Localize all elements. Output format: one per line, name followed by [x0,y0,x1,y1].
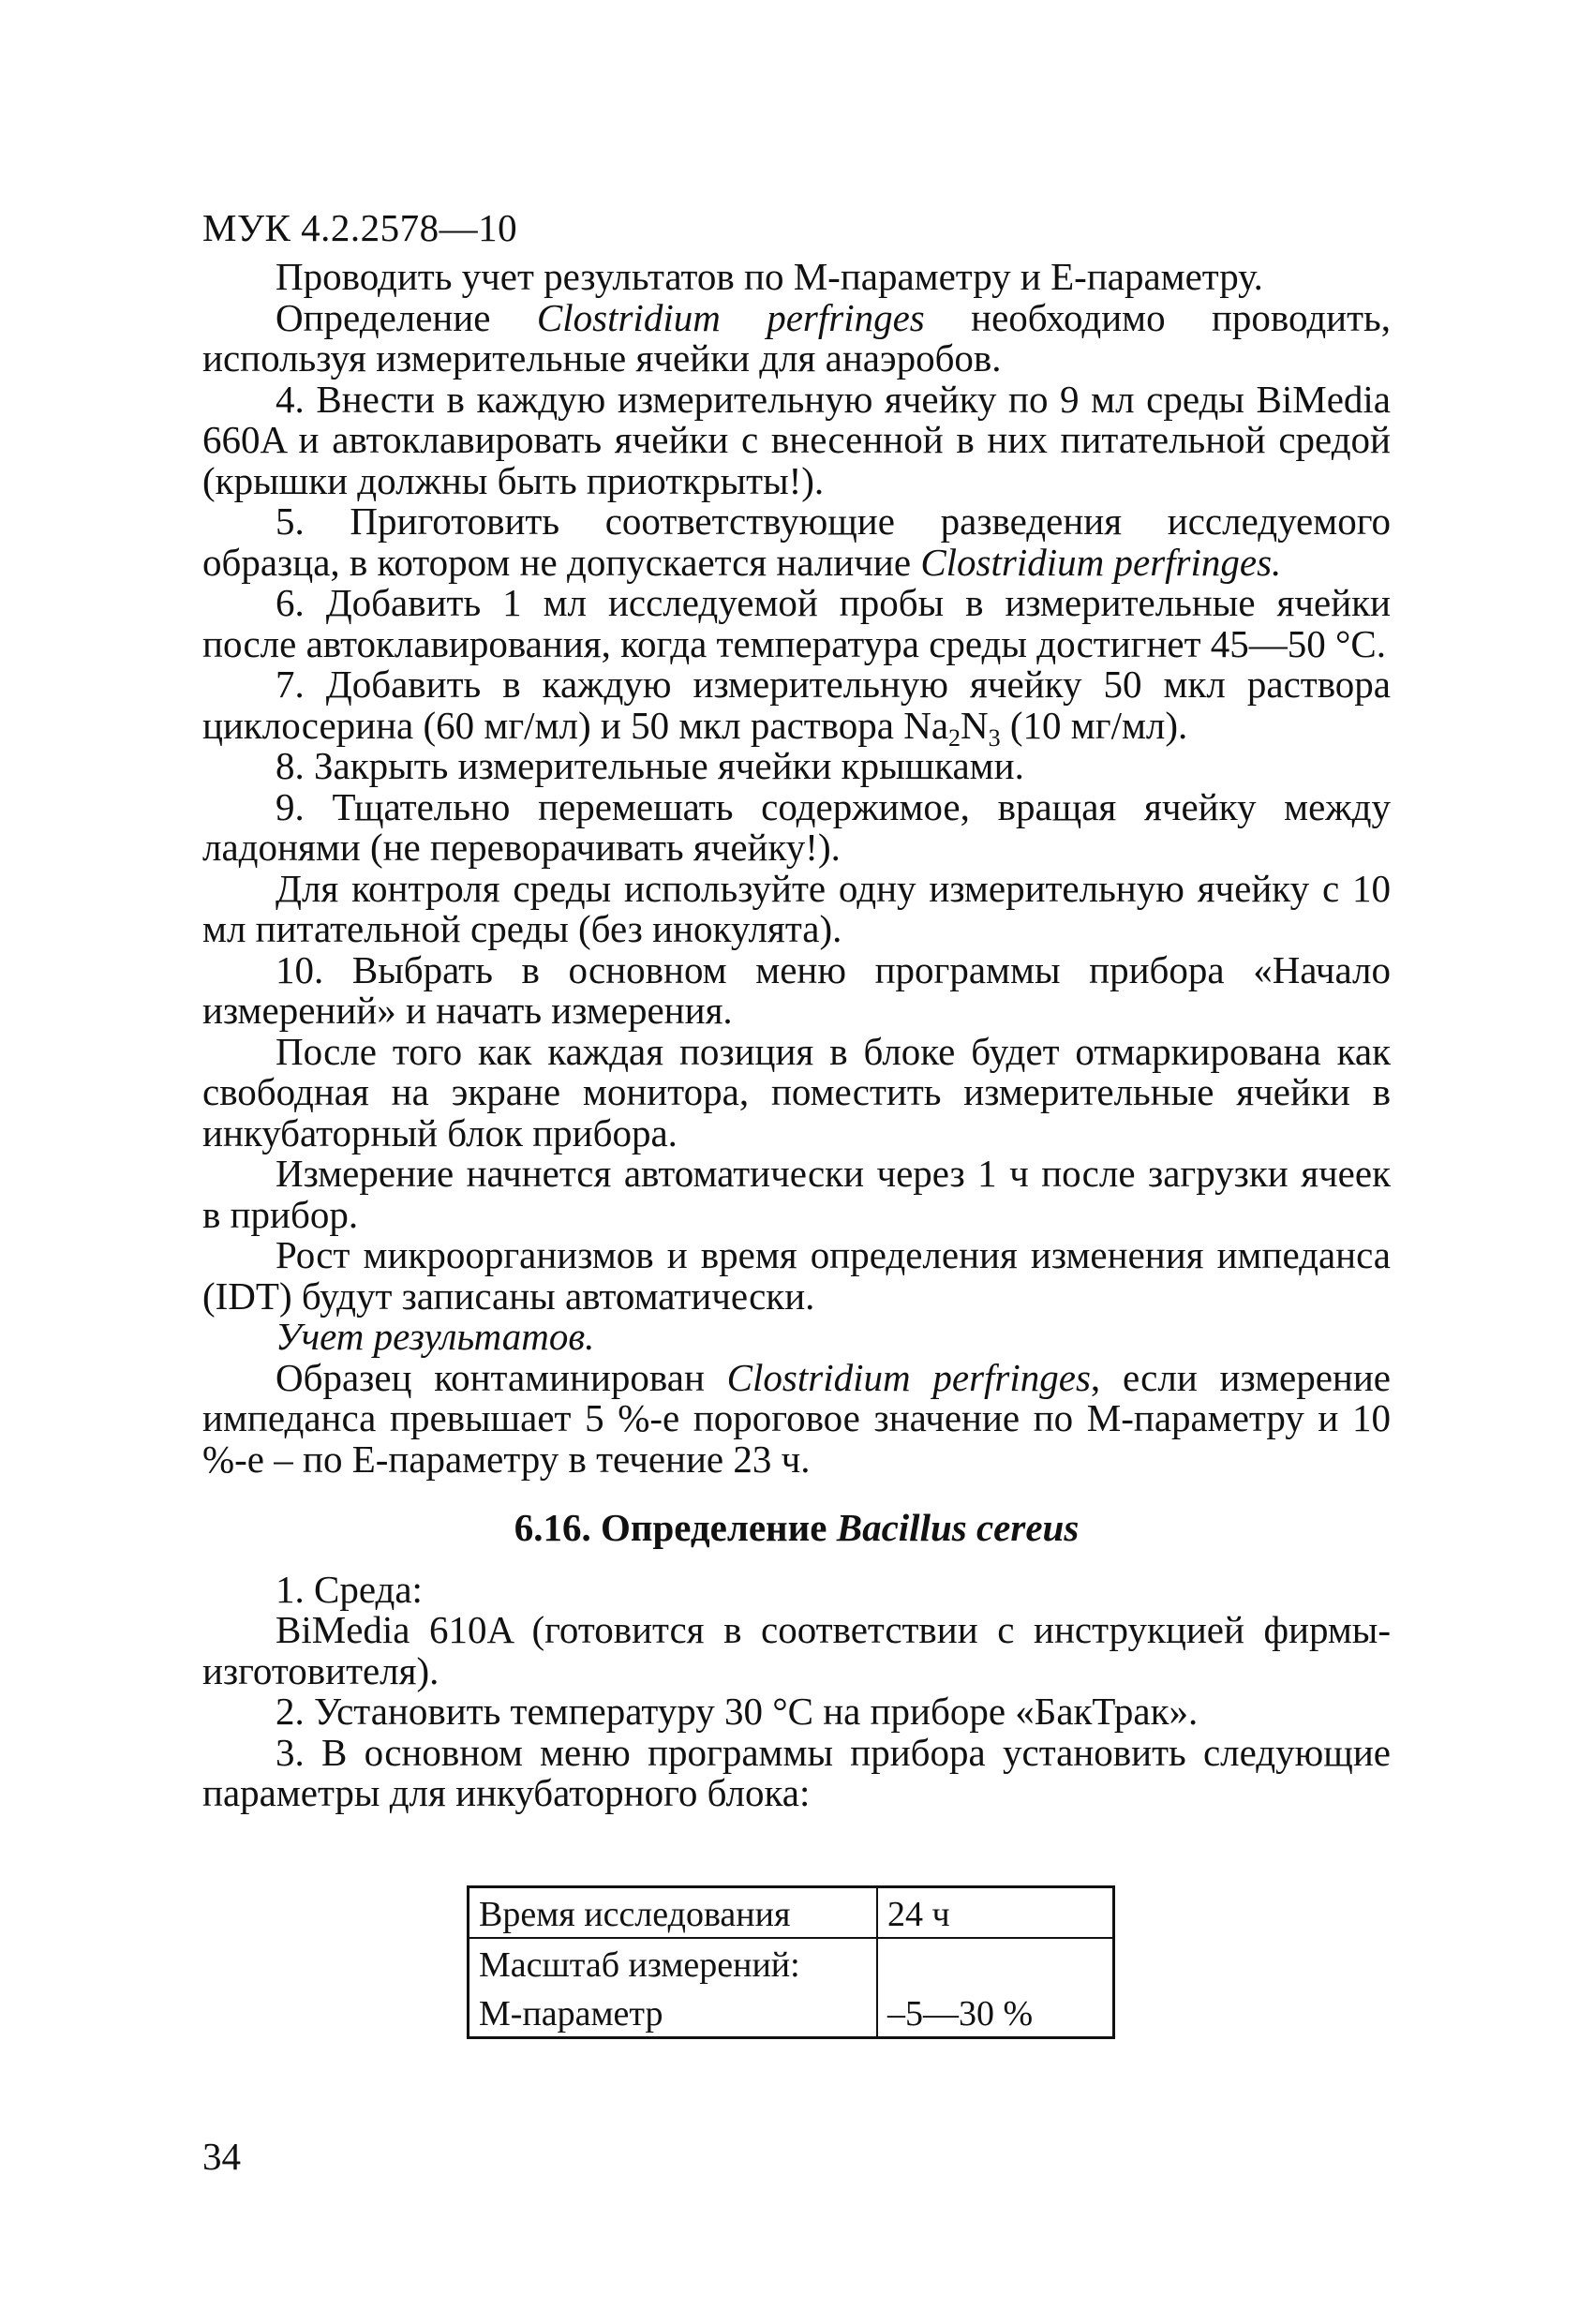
paragraph-text: Рост микроорганизмов и время определения изменения импеданса (IDT) будут записаны автоматически. [202,1233,1391,1318]
subsection-title [202,1317,1391,1358]
paragraph [202,583,1391,664]
paragraph [202,746,1391,787]
species-name: Bacillus cereus [836,1506,1080,1549]
subscript: 3 [988,723,1001,752]
paragraph [202,295,1391,380]
section-heading [202,1508,1391,1549]
body-text [202,257,1391,1814]
paragraph [202,784,1391,869]
species-name: Clostridium perfringes. [920,540,1282,584]
paragraph [202,1691,1391,1733]
paragraph [202,1355,1392,1481]
paragraph-text: Для контроля среды используйте одну измерительную ячейку с 10 мл питательной среды (без инокулята). [202,866,1391,950]
paragraph [202,663,1391,752]
table-cell: Масштаб измерений: [469,1938,877,1988]
paragraph-text: Определение [276,295,537,339]
paragraph [202,1567,1391,1611]
paragraph-text: N [961,703,989,747]
paragraph [202,1730,1391,1814]
paragraph-text: 8. Закрыть измерительные ячейки крышками. [276,744,1024,787]
paragraph-text: 4. Внести в каждую измерительную ячейку по 9 мл среды BiMedia 660A и автоклавировать ячейки с внесенной в них питательной средой (крышки должны быть приоткрыты!). [202,377,1391,502]
heading-text: 6.16. Определение [514,1506,837,1549]
table-cell: М-параметр [469,1988,877,2038]
document-code: МУК 4.2.2578—10 [202,206,518,249]
paragraph [202,1154,1391,1235]
page-number: 34 [202,2135,241,2178]
paragraph-text: Измерение начнется автоматически через 1 ч после загрузки ячеек в прибор. [202,1152,1391,1236]
paragraph [202,257,1391,298]
species-name: Clostridium perfringes [726,1355,1091,1399]
paragraph-text: 7. Добавить в каждую измерительную ячейку 50 мкл раствора циклосерина (60 мг/мл) и 50 мкл раствора Na [202,663,1391,747]
table-cell: 24 ч [877,1887,1114,1939]
paragraph-text: 9. Тщательно перемешать содержимое, вращая ячейку между ладонями (не переворачивать ячейку!). [202,784,1391,869]
paragraph-text: Проводить учет результатов по М-параметру и Е-параметру. [276,255,1263,298]
paragraph-text: Учет результатов. [276,1315,595,1358]
table-cell [877,1938,1114,1988]
paragraph [202,866,1391,950]
paragraph [202,377,1391,502]
paragraph-text: , если измерение импеданса превышает 5 %-е пороговое значение по М-параметру и 10 %-е – по Е-параметру в течение 23 ч. [202,1355,1392,1481]
paragraph-text: (10 мг/мл). [1000,703,1188,747]
table-row [469,1988,1114,2038]
parameters-table [467,1885,1115,2039]
paragraph-text: 10. Выбрать в основном меню программы прибора «Начало измерений» и начать измерения. [202,947,1391,1032]
paragraph-text: 5. Приготовить соответствующие разведения исследуемого образца, в котором не допускается наличие [202,499,1391,584]
table-row [469,1938,1114,1988]
paragraph [202,947,1391,1032]
paragraph-text: 2. Установить температуру 30 °С на приборе «БакТрак». [276,1690,1199,1733]
paragraph [202,501,1391,583]
paragraph-text: необходимо проводить, используя измерительные ячейки для анаэробов. [202,295,1391,380]
paragraph-text: После того как каждая позиция в блоке будет отмаркирована как свободная на экране монитора, поместить измерительные ячейки в инкубаторный блок прибора. [202,1029,1391,1155]
species-name: Clostridium perfringes [536,295,925,339]
paragraph-text: BiMedia 610A (готовится в соответствии с инструкцией фирмы-изготовителя). [202,1608,1391,1692]
paragraph-text: Образец контаминирован [276,1355,727,1399]
paragraph [202,1235,1391,1317]
paragraph [202,1029,1391,1155]
table-cell: –5—30 % [877,1988,1114,2038]
subscript: 2 [948,723,961,752]
paragraph-text: 3. В основном меню программы прибора установить следующие параметры для инкубаторного блока: [202,1730,1391,1814]
table-cell: Время исследования [469,1887,877,1939]
table-row [469,1887,1114,1939]
paragraph [202,1610,1391,1691]
paragraph-text: 1. Среда: [276,1567,423,1611]
paragraph-text: 6. Добавить 1 мл исследуемой пробы в измерительные ячейки после автоклавирования, когда температура среды достигнет 45—50 °С. [202,581,1391,665]
